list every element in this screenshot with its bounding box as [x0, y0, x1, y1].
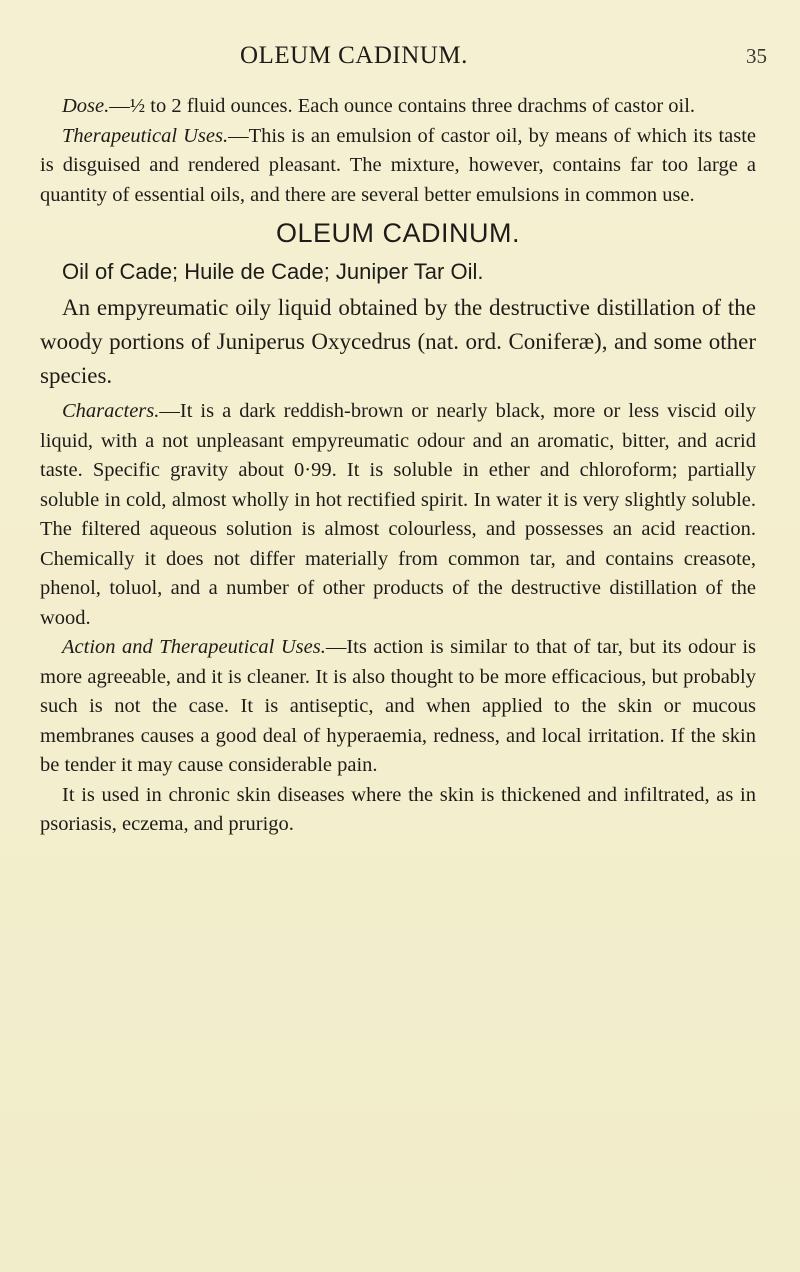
action-label: Action and Therapeutical Uses.: [62, 636, 326, 658]
action-paragraph: [40, 633, 756, 781]
characters-paragraph: [40, 397, 756, 633]
page-number: 35: [746, 44, 767, 68]
running-head: [0, 42, 800, 82]
characters-label: Characters.: [62, 400, 160, 422]
description: An empyreumatic oily liquid obtained by the destructive distillation of the woody portions of Juniperus Oxycedrus (nat. ord. Coniferæ), and some other species.: [40, 295, 756, 388]
synonyms: Oil of Cade; Huile de Cade; Juniper Tar Oil.: [62, 259, 484, 284]
dose-paragraph: [40, 92, 756, 122]
text-block: [40, 92, 756, 840]
dose-text: —½ to 2 fluid ounces. Each ounce contains three drachms of castor oil.: [109, 95, 696, 117]
action-text: —Its action is similar to that of tar, but its odour is more agreeable, and it is cleaner. It is also thought to be more efficacious, but probably such is not the case. It is antiseptic, and when applied to the skin or mucous membranes causes a good deal of hyperaemia, redness, and local irritation. If the skin be tender it may cause considerable pain.: [40, 636, 756, 776]
therapeutic-uses-paragraph: [40, 122, 756, 211]
characters-text: —It is a dark reddish-brown or nearly black, more or less viscid oily liquid, with a not unpleasant empyreumatic odour and an aromatic, bitter, and acrid taste. Specific gravity about 0·99. It is soluble in ether and chloroform; partially soluble in cold, almost wholly in hot rectified spirit. In water it is very slightly soluble. The filtered aqueous solution is almost colourless, and possesses an acid reaction. Chemically it does not differ materially from common tar, and contains creasote, phenol, toluol, and a number of other products of the destructive distillation of the wood.: [40, 400, 756, 629]
dose-label: Dose.: [62, 95, 110, 117]
running-title: OLEUM CADINUM.: [240, 42, 468, 69]
final-paragraph: It is used in chronic skin diseases where the skin is thickened and infiltrated, as in psoriasis, eczema, and prurigo.: [40, 783, 756, 835]
therapeutic-uses-label: Therapeutical Uses.: [62, 124, 229, 147]
therapeutic-uses-text: —This is an emulsion of castor oil, by means of which its taste is disguised and rendered pleasant. The mixture, however, contains far too large a quantity of essential oils, and there are several better emulsions in common use.: [40, 124, 757, 206]
section-title: OLEUM CADINUM.: [275, 218, 520, 248]
